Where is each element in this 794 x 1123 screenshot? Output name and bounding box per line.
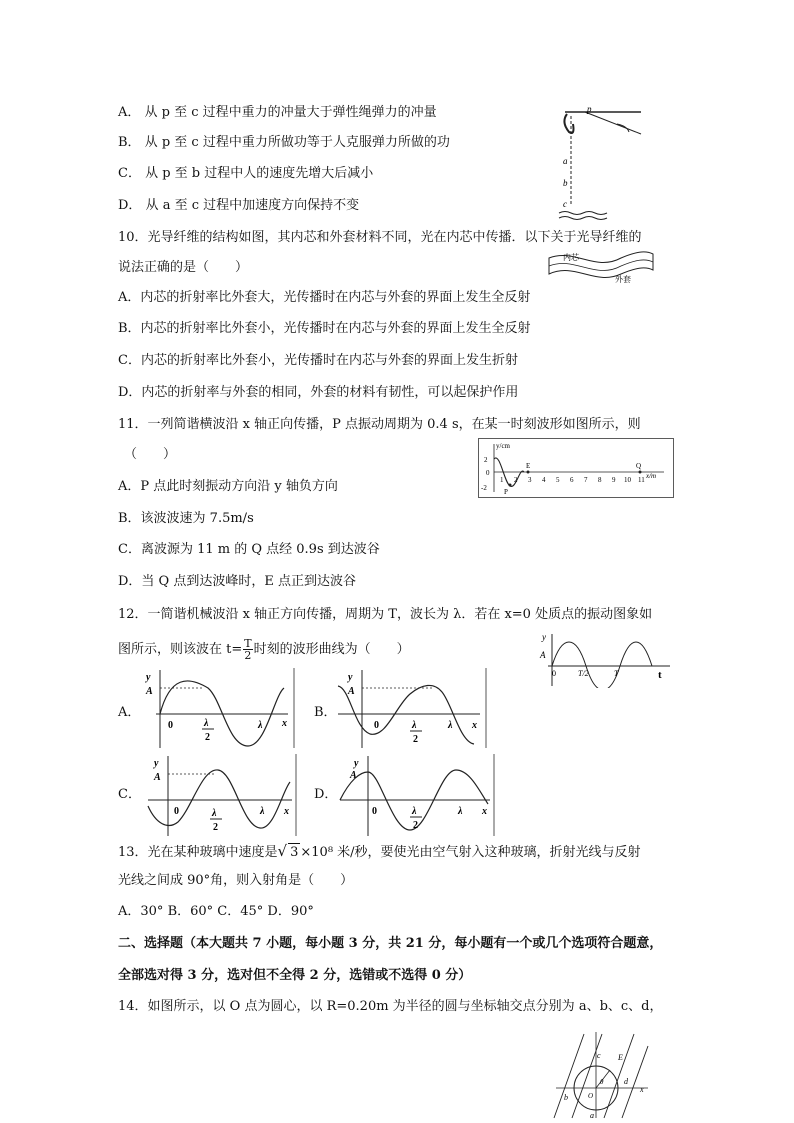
q12a-lambda-half-num: λ [204,718,209,729]
q11-stem-line-1: 11．一列简谐横波沿 x 轴正向传播，P 点振动周期为 0.4 s，在某一时刻波形如图所示，则 [118,417,641,432]
q11-xtick-7: 7 [584,476,588,484]
q11-point-e: E [526,462,531,470]
q13-sqrt-value: 3 [290,845,299,860]
q10-option-c: C．内芯的折射率比外套小，光传播时在内芯与外套的界面上发生折射 [118,353,518,368]
q12a-A: A [146,686,153,697]
q11-xtick-3: 3 [528,476,532,484]
q12-fraction [243,638,252,661]
q12-stem-line-2 [118,638,410,661]
q12d-y: y [354,758,359,769]
q12d-lambda: λ [458,806,463,817]
q11-xtick-2: 2 [514,476,518,484]
q9-label-b: b [563,178,568,188]
sqrt-symbol: √ [277,842,288,860]
q11-xtick-9: 9 [612,476,616,484]
q11-ytick-minus2: -2 [481,484,487,492]
q12d-x: x [482,806,487,817]
q11-xlabel: x/m [646,472,657,480]
q12a-y: y [146,672,151,683]
q12b-lambda: λ [448,720,453,731]
q9-label-c: c [563,199,567,209]
q14-label-a: a [590,1111,594,1120]
q11-ytick-2: 2 [484,456,488,464]
q12d-lambda-half-den: 2 [413,820,418,831]
q10-label-cladding: 外套 [615,275,631,284]
q10-option-d: D．内芯的折射率与外套的相同，外套的材料有韧性，可以起保护作用 [118,385,519,400]
q12c-lambda-half-den: 2 [213,822,218,833]
q10-stem-line-1: 10．光导纤维的结构如图，其内芯和外套材料不同，光在内芯中传播．以下关于光导纤维的 [118,230,642,245]
q12a-lambda: λ [258,720,263,731]
q12-choice-b-letter: B． [314,705,337,720]
q12d-A: A [350,770,357,781]
q13-stem-line-2: 光线之间成 90°角，则入射角是（ ） [118,873,354,888]
q12-choice-d-graph [336,752,498,838]
q11-point-p: P [504,488,508,496]
q14-label-o: O [588,1092,594,1100]
q14-label-e: E [618,1053,623,1062]
q12d-lambda-half-num: λ [412,806,417,817]
q11-ylabel: y/cm [496,442,510,450]
q14-stem: 14．如图所示，以 O 点为圆心，以 R=0.20m 为半径的圆与坐标轴交点分别为 a、b、c、d， [118,999,663,1014]
q12-choice-a-letter: A． [118,705,141,720]
q12b-lambda-half-num: λ [412,720,417,731]
q12-vib-t: t [658,669,662,681]
q11-xtick-10: 10 [624,476,631,484]
q14-label-theta: θ [600,1078,604,1086]
q13-stem-line-1 [118,842,641,862]
q14-label-d: d [624,1077,628,1086]
q9-label-a: a [563,156,568,166]
q12-stem-after: 时刻的波形曲线为（ ） [253,642,410,657]
q11-xtick-5: 5 [556,476,560,484]
q12-vib-t-half: T/2 [578,669,589,678]
q10-fiber-figure [545,246,657,286]
q9-label-p: p [587,104,592,114]
q12-choice-d-letter: D． [314,787,338,802]
q12a-x: x [282,718,287,729]
q11-xtick-1: 1 [500,476,504,484]
q10-stem-line-2: 说法正确的是（ ） [118,260,249,275]
q12-frac-num: T [244,637,252,650]
q12b-lambda-half-den: 2 [413,734,418,745]
q10-label-core: 内芯 [563,253,579,262]
q9-option-d: D． 从 a 至 c 过程中加速度方向保持不变 [118,198,360,213]
q11-option-b: B．该波波速为 7.5m/s [118,511,254,526]
q12c-y: y [154,758,159,769]
q11-xtick-4: 4 [542,476,546,484]
q10-option-b: B．内芯的折射率比外套小，光传播时在内芯与外套的界面上发生全反射 [118,321,531,336]
q13-stem-after: ×10⁸ 米/秒，要使光由空气射入这种玻璃，折射光线与反射 [300,845,641,860]
q11-wave-figure [478,438,674,498]
q12-choice-c-graph [144,752,300,838]
q12c-origin: 0 [174,806,179,817]
q12-frac-den: 2 [244,649,252,662]
q12c-A: A [154,772,161,783]
q14-label-x: x [640,1085,644,1094]
q10-option-a: A．内芯的折射率比外套大，光传播时在内芯与外套的界面上发生全反射 [118,290,531,305]
q11-option-a: A．P 点此时刻振动方向沿 y 轴负方向 [118,479,338,494]
q12-vibration-figure [534,630,674,688]
q12b-x: x [472,720,477,731]
q9-option-b: B． 从 p 至 c 过程中重力所做功等于人克服弹力所做的功 [118,135,450,150]
q12b-A: A [348,686,355,697]
q12a-lambda-half-den: 2 [205,732,210,743]
q11-ytick-0: 0 [486,469,490,477]
section-2-heading-line-2: 全部选对得 3 分，选对但不全得 2 分，选错或不选得 0 分） [118,968,472,983]
q9-option-a: A． 从 p 至 c 过程中重力的冲量大于弹性绳弹力的冲量 [118,105,437,120]
q12b-y: y [348,672,353,683]
q12a-origin: 0 [168,720,173,731]
q12-stem-before: 图所示，则该波在 t= [118,642,243,657]
q12-vib-T: T [614,669,619,678]
q11-option-c: C．离波源为 11 m 的 Q 点经 0.9s 到达波谷 [118,542,380,557]
q11-xtick-6: 6 [570,476,574,484]
q12-vib-origin: 0 [552,669,556,678]
q12-vib-A: A [540,650,546,660]
q12-choice-c-letter: C． [118,787,141,802]
q14-circle-field-figure [550,1030,650,1120]
q13-stem-before: 13．光在某种玻璃中速度是 [118,845,278,860]
q12b-origin: 0 [374,720,379,731]
q14-label-c: c [597,1051,601,1060]
q11-xtick-11: 11 [638,476,645,484]
section-2-heading-line-1: 二、选择题（本大题共 7 小题，每小题 3 分，共 21 分，每小题有一个或几个选项符合题意， [118,936,663,951]
q11-stem-line-2: （ ） [124,447,177,462]
q12-choice-b-graph [334,666,490,750]
q11-option-d: D．当 Q 点到达波峰时，E 点正到达波谷 [118,574,356,589]
q14-label-b: b [564,1093,568,1102]
q12c-lambda-half-num: λ [212,808,217,819]
q12d-origin: 0 [372,806,377,817]
q12-choice-a-graph [144,666,296,750]
q11-point-q: Q [636,462,642,470]
q12c-x: x [284,806,289,817]
q12-vib-y: y [542,632,546,642]
q9-bungee-figure [555,104,645,222]
q9-option-c: C． 从 p 至 b 过程中人的速度先增大后减小 [118,166,374,181]
q13-options: A．30° B．60° C．45° D．90° [118,904,314,919]
q12-stem-line-1: 12．一简谐机械波沿 x 轴正方向传播，周期为 T，波长为 λ．若在 x=0 处质点的振动图象如 [118,607,653,622]
q11-xtick-8: 8 [598,476,602,484]
q12c-lambda: λ [260,806,265,817]
